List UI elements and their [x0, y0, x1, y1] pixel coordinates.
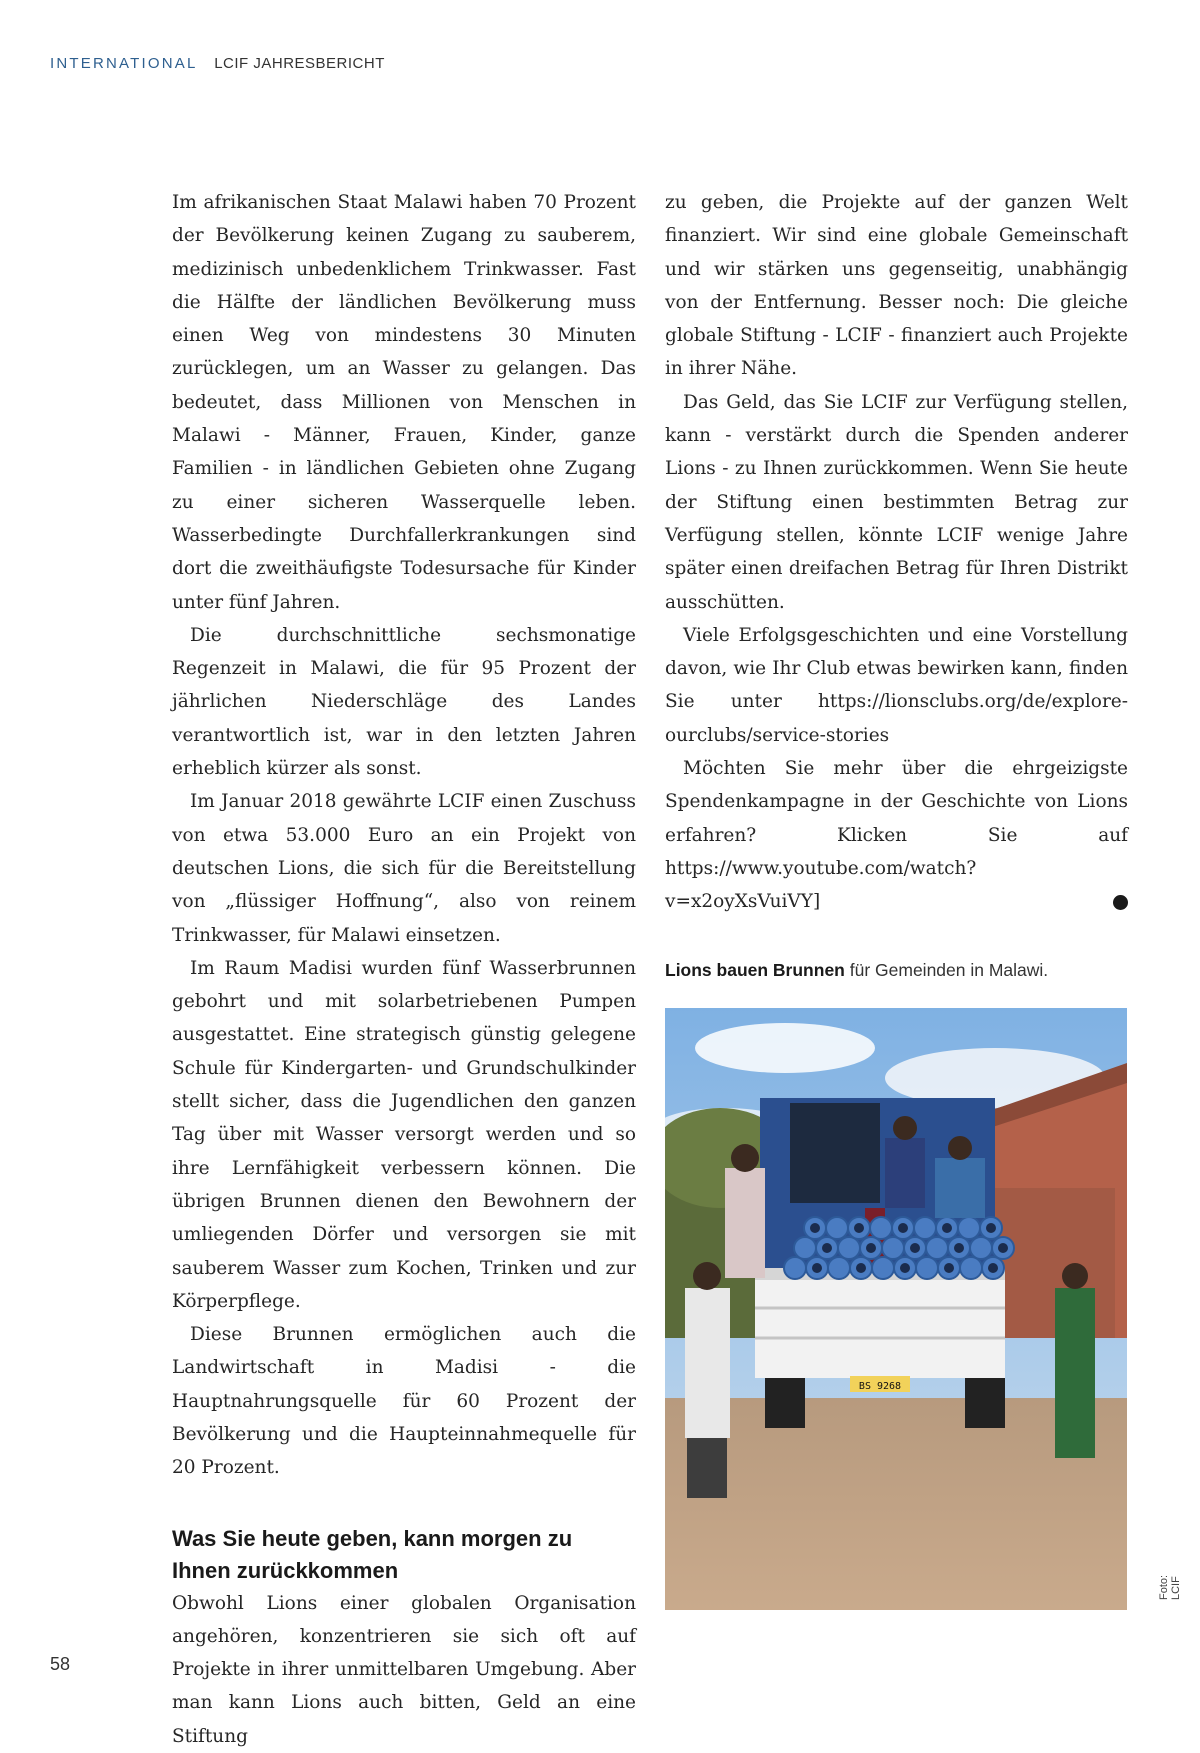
body-paragraph-5: Diese Brunnen ermöglichen auch die Landwirtschaft in Madisi - die Hauptnahrungsquelle für 60 Prozent der Bevölkerung und die Haupteinnahmequelle für 20 Prozent. [172, 1324, 636, 1479]
body-paragraph-7: Das Geld, das Sie LCIF zur Verfügung stellen, kann - verstärkt durch die Spenden anderer Lions - zu Ihnen zurückkommen. Wenn Sie heute der Stiftung einen bestimmten Betrag zur Verfügung stellen, könnte LCIF wenige Jahre später einen dreifachen Betrag für Ihren Distrikt ausschütten. [665, 391, 1128, 613]
photo-illustration [665, 1008, 1127, 1610]
left-column [172, 186, 636, 1753]
plate-text: BS 9268 [858, 1381, 902, 1392]
right-column [665, 186, 1138, 919]
body-paragraph-6: Obwohl Lions einer globalen Organisation angehören, konzentrieren sie sich oft auf Projekte in ihrer unmittelbaren Umgebung. Aber man kann Lions auch bitten, Geld an eine Stiftung [172, 1592, 636, 1747]
body-paragraph-9-text: Möchten Sie mehr über die ehrgeizigste Spendenkampagne in der Geschichte von Lions erfahren? Klicken Sie auf https://www.youtube.com/watch?v=x2oyXsVuiVY] [665, 758, 1128, 913]
photo-caption [665, 960, 1128, 981]
photo-credit: Foto: LCIF [1158, 1574, 1182, 1600]
subheading: Was Sie heute geben, kann morgen zu Ihnen zurückkommen [172, 1525, 573, 1583]
lions-end-mark-icon: L [1113, 895, 1128, 910]
body-paragraph-continued: zu geben, die Projekte auf der ganzen Welt finanziert. Wir sind eine globale Gemeinschaft und wir stärken uns gegenseitig, unabhängig von der Entfernung. Besser noch: Die gleiche globale Stiftung - LCIF - finanziert auch Projekte in ihrer Nähe. [665, 192, 1128, 380]
publication-label: LCIF JAHRESBERICHT [214, 55, 385, 72]
body-paragraph-8: Viele Erfolgsgeschichten und eine Vorstellung davon, wie Ihr Club etwas bewirken kann, finden Sie unter https://lionsclubs.org/de/explore-ourclubs/service-stories [665, 624, 1128, 746]
body-paragraph-3: Im Januar 2018 gewährte LCIF einen Zuschuss von etwa 53.000 Euro an ein Projekt von deutschen Lions, die sich für die Bereitstellung von „flüssiger Hoffnung“, also von reinem Trinkwasser, für Malawi einsetzen. [172, 791, 636, 946]
body-paragraph-4: Im Raum Madisi wurden fünf Wasserbrunnen gebohrt und mit solarbetriebenen Pumpen ausgestattet. Eine strategisch günstig gelegene Schule für Kindergarten- und Grundschulkinder stellt sicher, dass die Jugendlichen den ganzen Tag über mit Wasser versorgt werden und so ihre Lernfähigkeit verbessern können. Die übrigen Brunnen dienen den Bewohnern der umliegenden Dörfer und versorgen sie mit sauberem Wasser zum Kochen, Trinken und zur Körperpflege. [172, 957, 636, 1312]
body-paragraph-9 [665, 752, 1138, 918]
running-header [50, 55, 385, 72]
body-paragraph-2: Die durchschnittliche sechsmonatige Regenzeit in Malawi, die für 95 Prozent der jährlichen Niederschläge des Landes verantwortlich ist, war in den letzten Jahren erheblich kürzer als sonst. [172, 624, 636, 780]
caption-rest: für Gemeinden in Malawi. [844, 960, 1049, 980]
page-number: 58 [50, 1654, 71, 1674]
caption-bold: Lions bauen Brunnen [665, 960, 845, 980]
section-label: INTERNATIONAL [50, 55, 198, 72]
photo-truck-pipes [665, 1008, 1127, 1610]
body-paragraph-1: Im afrikanischen Staat Malawi haben 70 Prozent der Bevölkerung keinen Zugang zu sauberem, medizinisch unbedenklichem Trinkwasser. Fast die Hälfte der ländlichen Bevölkerung muss einen Weg von mindestens 30 Minuten zurücklegen, um an Wasser zu gelangen. Das bedeutet, dass Millionen von Menschen in Malawi - Männer, Frauen, Kinder, ganze Familien - in ländlichen Gebieten ohne Zugang zu einer sicheren Wasserquelle leben. Wasserbedingte Durchfallerkrankungen sind dort die zweithäufigste Todesursache für Kinder unter fünf Jahren. [172, 192, 636, 613]
